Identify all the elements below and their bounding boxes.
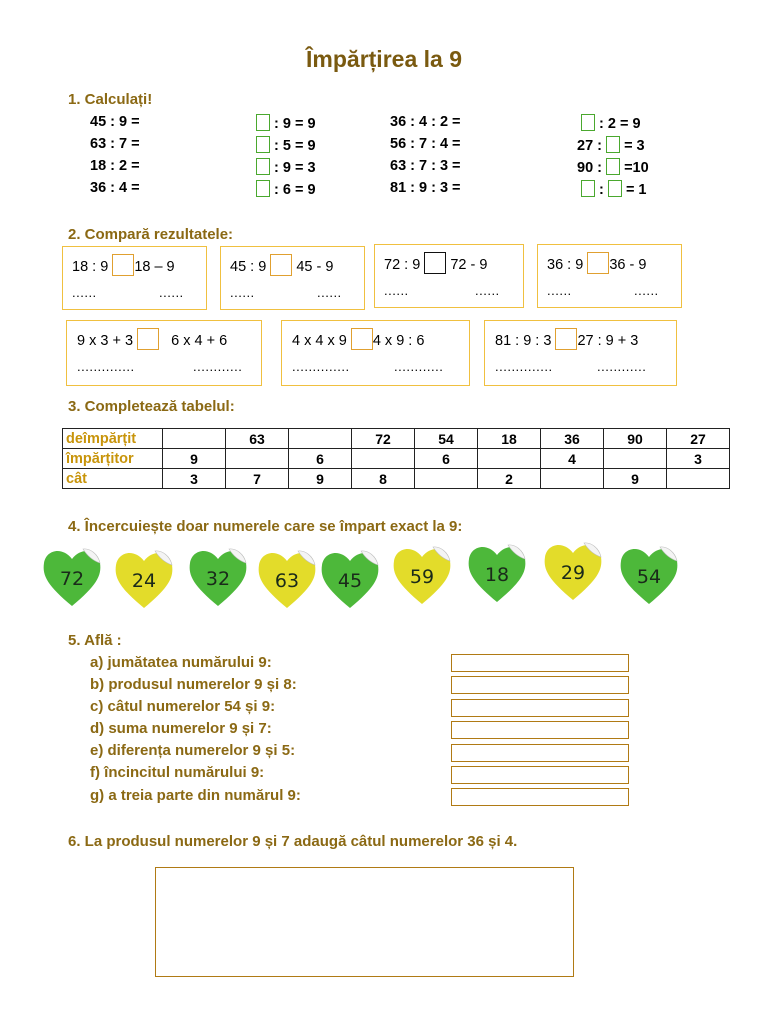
heart-sticker[interactable]	[188, 546, 248, 608]
table-cell[interactable]: 9	[289, 469, 352, 489]
answer-dots: ............	[597, 359, 647, 374]
ex1-c4-r4: : = 1	[581, 180, 647, 198]
answer-field-a[interactable]	[451, 654, 629, 672]
heart-number: 45	[337, 570, 363, 592]
heart-number: 29	[560, 562, 586, 584]
table-cell[interactable]: 54	[415, 429, 478, 449]
ex1-heading: 1. Calculați!	[68, 91, 153, 108]
answer-field-e[interactable]	[451, 744, 629, 762]
ex1-c4-r2: 27 : = 3	[577, 138, 645, 154]
ex1-c2-r3: : 9 = 3	[256, 158, 316, 176]
ex1-c3-r2: 56 : 7 : 4 =	[390, 136, 461, 152]
table-cell[interactable]: 36	[541, 429, 604, 449]
table-cell[interactable]: 27	[667, 429, 730, 449]
ex1-c3-r1: 36 : 4 : 2 =	[390, 114, 461, 130]
table-cell[interactable]	[541, 469, 604, 489]
table-cell[interactable]	[478, 449, 541, 469]
page-title: Împărțirea la 9	[306, 46, 462, 72]
ex5-item-g: g) a treia parte din numărul 9:	[90, 787, 301, 804]
answer-dots: ......	[317, 285, 342, 300]
table-cell[interactable]: 8	[352, 469, 415, 489]
ex1-c1-r4: 36 : 4 =	[90, 180, 140, 196]
table-cell[interactable]: 18	[478, 429, 541, 449]
answer-field-d[interactable]	[451, 721, 629, 739]
table-cell[interactable]	[352, 449, 415, 469]
row-label: împărțitor	[63, 449, 163, 469]
table-cell[interactable]: 7	[226, 469, 289, 489]
compare-sign-box[interactable]	[270, 254, 292, 276]
heart-number: 18	[484, 564, 510, 586]
answer-box[interactable]	[581, 180, 595, 197]
answer-dots: ......	[634, 283, 659, 298]
ex1-c2-r2: : 5 = 9	[256, 136, 316, 154]
table-cell[interactable]: 9	[604, 469, 667, 489]
answer-box[interactable]	[256, 180, 270, 197]
table-cell[interactable]: 6	[289, 449, 352, 469]
heart-number: 72	[59, 568, 85, 590]
compare-sign-box[interactable]	[555, 328, 577, 350]
compare-box: 81 : 9 : 3 27 : 9 + 3 .............. ............	[484, 320, 677, 386]
ex2-heading: 2. Compară rezultatele:	[68, 226, 234, 243]
heart-sticker[interactable]	[392, 544, 452, 606]
ex1-c2-r4: : 6 = 9	[256, 180, 316, 198]
ex1-c4-r3: 90 : =10	[577, 160, 649, 176]
ex5-item-d: d) suma numerelor 9 și 7:	[90, 720, 272, 737]
answer-dots: ..............	[77, 359, 135, 374]
ex1-c4-r1: : 2 = 9	[581, 114, 641, 132]
ex5-heading: 5. Află :	[68, 632, 122, 649]
ex1-c3-r3: 63 : 7 : 3 =	[390, 158, 461, 174]
ex3-heading: 3. Completează tabelul:	[68, 398, 235, 415]
row-label: deîmpărțit	[63, 429, 163, 449]
table-cell[interactable]: 90	[604, 429, 667, 449]
heart-sticker[interactable]	[114, 548, 174, 610]
ex5-item-c: c) câtul numerelor 54 și 9:	[90, 698, 276, 715]
heart-sticker[interactable]	[257, 548, 317, 610]
heart-number: 24	[131, 570, 157, 592]
table-cell[interactable]	[289, 429, 352, 449]
table-cell[interactable]	[415, 469, 478, 489]
ex1-c1-r2: 63 : 7 =	[90, 136, 140, 152]
compare-sign-box[interactable]	[587, 252, 609, 274]
ex6-heading: 6. La produsul numerelor 9 și 7 adaugă câtul numerelor 36 și 4.	[68, 833, 518, 850]
compare-box: 36 : 9 36 - 9 ...... ......	[537, 244, 682, 308]
ex1-c1-r1: 45 : 9 =	[90, 114, 140, 130]
answer-dots: ..............	[292, 359, 350, 374]
table-row	[63, 469, 730, 489]
answer-field-b[interactable]	[451, 676, 629, 694]
row-label: cât	[63, 469, 163, 489]
heart-sticker[interactable]	[320, 548, 380, 610]
answer-dots: ......	[159, 285, 184, 300]
heart-sticker[interactable]	[467, 542, 527, 604]
ex6-answer-area[interactable]	[155, 867, 574, 977]
table-cell[interactable]: 72	[352, 429, 415, 449]
compare-sign-box[interactable]	[351, 328, 373, 350]
table-cell[interactable]: 3	[163, 469, 226, 489]
ex5-item-e: e) diferența numerelor 9 și 5:	[90, 742, 296, 759]
answer-box[interactable]	[606, 158, 620, 175]
ex5-item-a: a) jumătatea numărului 9:	[90, 654, 272, 671]
compare-box: 72 : 9 72 - 9 ...... ......	[374, 244, 524, 308]
compare-box: 45 : 9 45 - 9 ...... ......	[220, 246, 365, 310]
answer-dots: ......	[384, 283, 409, 298]
ex5-item-b: b) produsul numerelor 9 și 8:	[90, 676, 297, 693]
ex1-c2-r1: : 9 = 9	[256, 114, 316, 132]
table-cell[interactable]	[667, 469, 730, 489]
table-cell[interactable]	[226, 449, 289, 469]
answer-box[interactable]	[256, 114, 270, 131]
heart-sticker[interactable]	[619, 544, 679, 606]
answer-dots: ......	[475, 283, 500, 298]
answer-box[interactable]	[256, 158, 270, 175]
compare-sign-box[interactable]	[112, 254, 134, 276]
heart-number: 59	[409, 566, 435, 588]
compare-box: 18 : 9 18 – 9 ...... ......	[62, 246, 207, 310]
answer-dots: ......	[72, 285, 97, 300]
answer-field-f[interactable]	[451, 766, 629, 784]
compare-sign-box[interactable]	[137, 328, 159, 350]
table-cell[interactable]	[604, 449, 667, 469]
table-cell[interactable]: 3	[667, 449, 730, 469]
table-row	[63, 449, 730, 469]
answer-dots: ............	[193, 359, 243, 374]
table-cell[interactable]	[163, 429, 226, 449]
ex5-item-f: f) încincitul numărului 9:	[90, 764, 265, 781]
answer-dots: ......	[230, 285, 255, 300]
ex1-c3-r4: 81 : 9 : 3 =	[390, 180, 461, 196]
heart-number: 63	[274, 570, 300, 592]
answer-box[interactable]	[581, 114, 595, 131]
heart-number: 32	[205, 568, 231, 590]
division-table	[62, 428, 730, 489]
answer-box[interactable]	[608, 180, 622, 197]
answer-dots: ..............	[495, 359, 553, 374]
answer-field-g[interactable]	[451, 788, 629, 806]
heart-sticker[interactable]	[543, 540, 603, 602]
table-cell[interactable]: 4	[541, 449, 604, 469]
table-cell[interactable]: 2	[478, 469, 541, 489]
table-row	[63, 429, 730, 449]
answer-box[interactable]	[256, 136, 270, 153]
heart-sticker[interactable]	[42, 546, 102, 608]
answer-box[interactable]	[606, 136, 620, 153]
compare-box: 9 x 3 + 3 6 x 4 + 6 .............. ............	[66, 320, 262, 386]
table-cell[interactable]: 6	[415, 449, 478, 469]
ex4-heading: 4. Încercuiește doar numerele care se împart exact la 9:	[68, 518, 463, 535]
table-cell[interactable]: 63	[226, 429, 289, 449]
compare-box: 4 x 4 x 9 4 x 9 : 6 .............. ............	[281, 320, 470, 386]
answer-field-c[interactable]	[451, 699, 629, 717]
ex1-c1-r3: 18 : 2 =	[90, 158, 140, 174]
answer-dots: ............	[394, 359, 444, 374]
answer-dots: ......	[547, 283, 572, 298]
table-cell[interactable]: 9	[163, 449, 226, 469]
heart-number: 54	[636, 566, 662, 588]
compare-sign-box[interactable]	[424, 252, 446, 274]
